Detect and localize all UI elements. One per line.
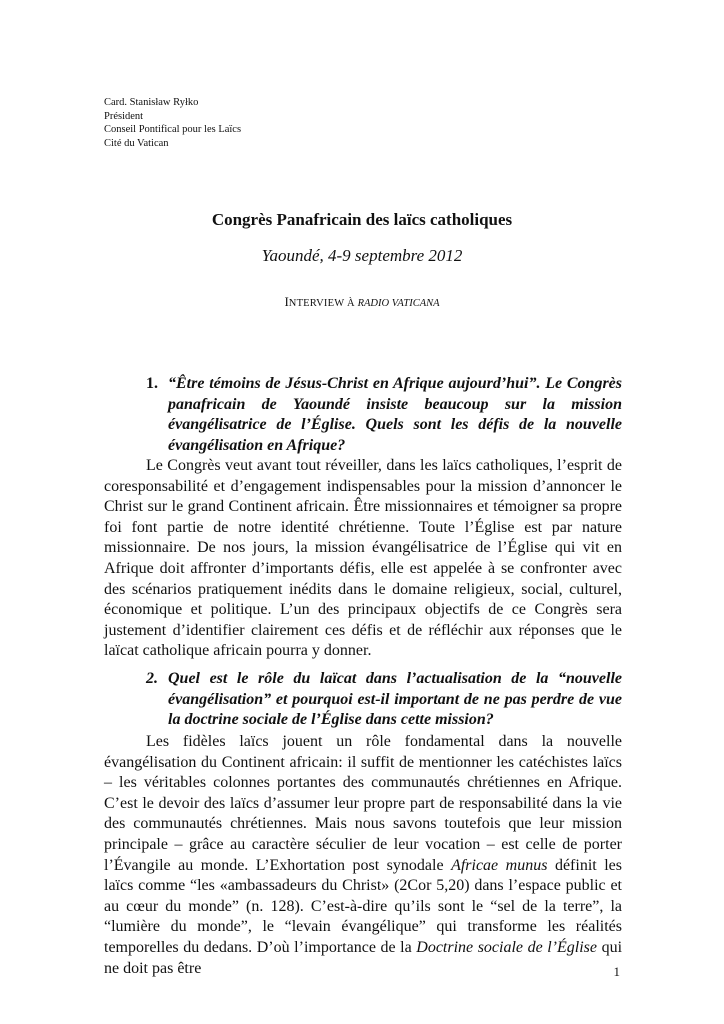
question-text: Quel est le rôle du laïcat dans l’actualisation de la “nouvelle évangélisation” et pourquoi est-il important de ne pas perdre de vue la doctrine sociale de l’Église dans cette mission?: [168, 670, 622, 728]
document-title: Congrès Panafricain des laïcs catholiques: [211, 210, 513, 229]
document-subtitle: Yaoundé, 4-9 septembre 2012: [261, 246, 463, 265]
answer-2-text-3: qui ne doit pas être: [104, 938, 623, 977]
answer-2-text-2: définit les laïcs comme “les «ambassadeurs du Christ» (2Cor 5,20) dans l’espace public et au cœur du monde” (n. 128). C’est-à-dire qu’ils sont le “sel de la terre”, la “lumière du monde”, le “levain évangélique” qui transforme les réalités temporelles du dedans. D’où l’importance de la: [104, 856, 623, 956]
sender-name: Card. Stanisław Ryłko: [104, 97, 199, 108]
question-1: [146, 374, 622, 456]
answer-2-text-1: Les fidèles laïcs jouent un rôle fondamental dans la nouvelle évangélisation du Continent africain: il suffit de mentionner les catéchistes laïcs – les véritables colonnes portantes des communautés chrétiennes en Afrique. C’est le devoir des laïcs d’assumer leur propre part de responsabilité dans la vie des communautés chrétiennes. Mais nous savons toutefois que leur mission principale – grâce au caractère séculier de leur vocation – est celle de porter l’Évangile au monde. L’Exhortation post synodale: [104, 733, 622, 874]
page-number: 1: [613, 964, 620, 979]
question-2: [146, 669, 622, 731]
sender-role: Président: [104, 110, 144, 122]
sender-place: Cité du Vatican: [104, 137, 169, 149]
question-number: 2.: [146, 670, 158, 687]
answer-2: [104, 732, 622, 979]
sender-council: Conseil Pontifical pour les Laïcs: [104, 124, 242, 135]
answer-2-italic-1: Africae munus: [451, 856, 548, 874]
question-text: “Être témoins de Jésus-Christ en Afrique aujourd’hui”. Le Congrès panafricain de Yaoundé insiste beaucoup sur la mission évangélisatrice de l’Église. Quels sont les défis de la nouvelle évangélisation en Afrique?: [168, 375, 622, 454]
interview-heading: [0, 294, 724, 310]
sender-block: [104, 96, 241, 150]
question-number: 1.: [146, 375, 158, 392]
interview-label: NTERVIEW À: [288, 298, 358, 309]
interview-initial: I: [284, 294, 289, 309]
answer-1: Le Congrès veut avant tout réveiller, dans les laïcs catholiques, l’esprit de coresponsabilité et d’engagement indispensables pour la mission d’annoncer le Christ sur le grand Continent africain. Être missionnaires et témoigner sa propre foi font partie de notre identité chrétienne. Toute l’Église est par nature missionnaire. De nos jours, la mission évangélisatrice de l’Église qui vit en Afrique doit affronter d’importants défis, elle est appelée à se confronter avec des scénarios pratiquement inédits dans le domaine religieux, social, culturel, économique et politique. L’un des principaux objectifs de ce Congrès sera justement d’identifier clairement ces défis et de réfléchir aux réponses que le laïcat catholique africain pourra y donner.: [104, 457, 622, 660]
answer-2-italic-2: Doctrine sociale de l’Église: [416, 938, 598, 956]
interview-outlet: RADIO VATICANA: [357, 298, 440, 309]
